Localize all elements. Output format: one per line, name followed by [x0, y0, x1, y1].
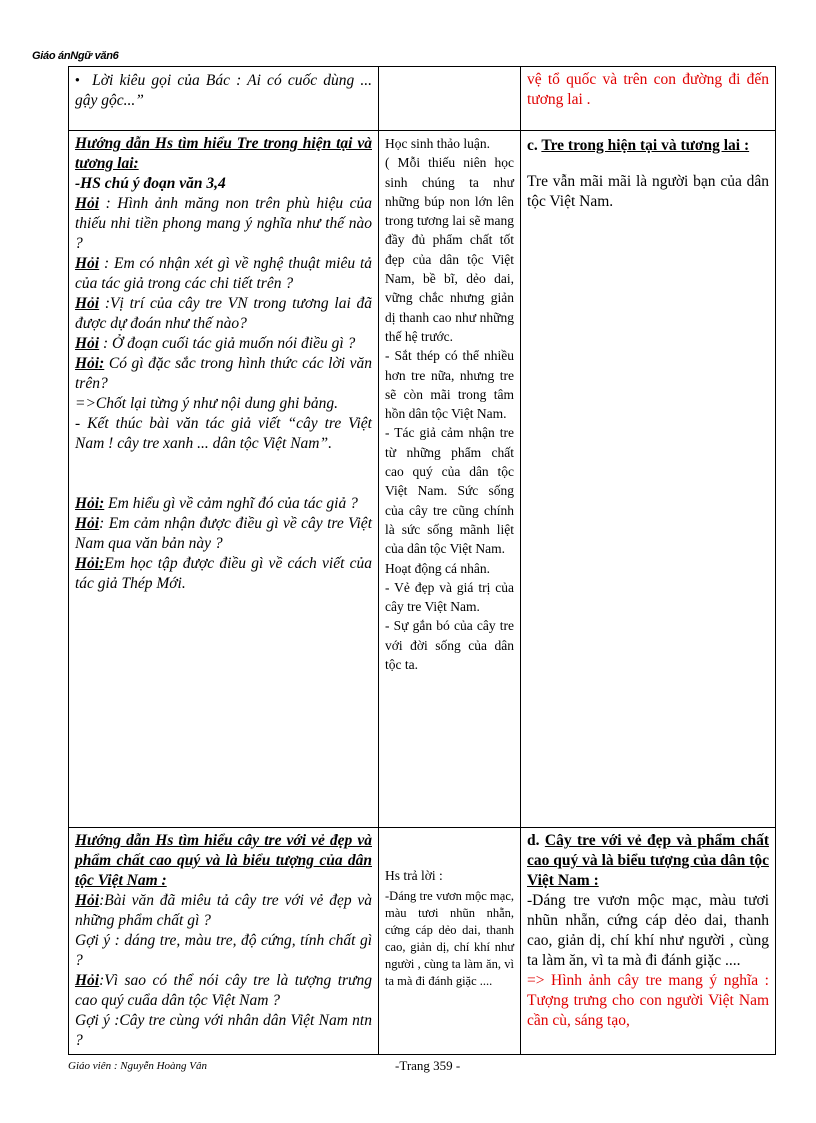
row1-right-cell	[521, 67, 776, 131]
row3-middle-cell	[379, 828, 521, 1055]
note-text: -HS chú ý đoạn văn 3,4	[75, 175, 226, 192]
answer-text: - Sắt thép có thể nhiều hơn tre nữa, nhưng tre sẽ còn mãi trong tâm hồn dân tộc Việt Nam.	[385, 348, 514, 422]
question: Hỏi :Vị trí của cây tre VN trong tương lai đã được dự đoán như thế nào?	[75, 295, 372, 332]
footer-teacher: Giáo viên : Nguyễn Hoàng Vân	[68, 1060, 207, 1072]
conclusion-text: - Kết thúc bài văn tác giả viết “cây tre Việt Nam ! cây tre xanh ... dân tộc Việt Nam”.	[75, 415, 372, 452]
hint-text: Gợi ý : dáng tre, màu tre, độ cứng, tính chất gì ?	[75, 932, 372, 969]
lesson-table	[68, 66, 776, 1055]
content-text: Tre vẫn mãi mãi là người bạn của dân tộc Việt Nam.	[527, 173, 769, 210]
content-text: -Dáng tre vươn mộc mạc, màu tươi nhũn nhẵn, cứng cáp dẻo dai, thanh cao, giản dị, chí khí như người , cùng ta làm ăn, vì ta mà đi đánh giặc ....	[527, 892, 769, 969]
row3-left-cell	[69, 828, 379, 1055]
page-number: -Trang 359 -	[395, 1058, 461, 1073]
answer-text: ( Mỗi thiếu niên học sinh chúng ta như những búp non lớn lên trong tương lai sẽ mang đầy đủ phẩm chất tốt đẹp của dân tộc Việt Nam, bề bĩ, dẻo dai, vững chắc nhưng giản dị thanh cao như những thế hệ trước.	[385, 155, 514, 344]
answer-head: Hs trả lời :	[385, 868, 443, 883]
answer-text: Hoạt động cá nhân.	[385, 560, 490, 576]
question: Hỏi : Ở đoạn cuối tác giả muốn nói điều gì ?	[75, 335, 356, 352]
section-title: Hướng dẫn Hs tìm hiểu Tre trong hiện tại và tương lai:	[75, 135, 372, 172]
conclusion-text: => Hình ảnh cây tre mang ý nghĩa : Tượng trưng cho con người Việt Nam cần cù, sáng tạo,	[527, 972, 769, 1029]
hint-text: Gợi ý :Cây tre cùng với nhân dân Việt Nam ntn ?	[75, 1012, 372, 1049]
section-title: Hướng dẫn Hs tìm hiểu cây tre với vẻ đẹp và phẩm chất cao quý và là biểu tượng của dân tộc Việt Nam :	[75, 832, 372, 889]
question: Hỏi : Em có nhận xét gì về nghệ thuật miêu tả của tác giả trong các chi tiết trên ?	[75, 255, 372, 292]
page-header: Giáo ánNgữ văn6	[32, 50, 119, 62]
question: Hỏi:Vì sao có thể nói cây tre là tượng trưng cao quý cuẩa dân tộc Việt Nam ?	[75, 972, 372, 1009]
table-row	[69, 131, 776, 828]
row1-bullet-text: ● Lời kiêu gọi của Bác : Ai có cuốc dùng ... gậy gộc...”	[75, 70, 372, 111]
row2-left-cell	[69, 131, 379, 828]
table-row	[69, 828, 776, 1055]
answer-text: Học sinh thảo luận.	[385, 136, 490, 151]
section-heading: c. Tre trong hiện tại và tương lai :	[527, 137, 750, 154]
answer-text: -Dáng tre vươn mộc mạc, màu tươi nhũn nhẵn, cứng cáp dẻo dai, thanh cao, giản dị, chí khí như người , cùng ta làm ăn, vì ta mà đi đánh giặc ....	[385, 889, 514, 988]
question: Hỏi:Bài văn đã miêu tả cây tre với vẻ đẹp và những phẩm chất gì ?	[75, 892, 372, 929]
row3-right-cell	[521, 828, 776, 1055]
question: Hỏi:Em học tập được điều gì về cách viết của tác giả Thép Mới.	[75, 555, 372, 592]
summary-text: =>Chốt lại từng ý như nội dung ghi bảng.	[75, 395, 339, 412]
table-row	[69, 67, 776, 131]
row1-left-cell	[69, 67, 379, 131]
row1-middle-cell	[379, 67, 521, 131]
section-heading: d. Cây tre với vẻ đẹp và phẩm chất cao quý và là biểu tượng của dân tộc Việt Nam :	[527, 832, 769, 889]
question: Hỏi: Có gì đặc sắc trong hình thức các lời văn trên?	[75, 355, 372, 392]
row2-right-cell	[521, 131, 776, 828]
question: Hỏi : Hình ảnh măng non trên phù hiệu của thiếu nhi tiền phong mang ý nghĩa như thế nào ?	[75, 195, 372, 252]
answer-text: - Sự gắn bó của cây tre với đời sống của dân tộc ta.	[385, 618, 514, 673]
question: Hỏi: Em cảm nhận được điều gì về cây tre Việt Nam qua văn bản này ?	[75, 515, 372, 552]
answer-text: - Vẻ đẹp và giá trị của cây tre Việt Nam.	[385, 579, 514, 615]
answer-text: - Tác giả cảm nhận tre từ những phẩm chất cao quý của dân tộc Việt Nam. Sức sống của cây tre cũng chính là sức sống mãnh liệt của dân tộc Việt Nam.	[385, 425, 514, 557]
row2-middle-cell	[379, 131, 521, 828]
row1-right-text: vệ tổ quốc và trên con đường đi đến tương lai .	[527, 71, 769, 108]
question: Hỏi: Em hiểu gì về cảm nghĩ đó của tác giả ?	[75, 495, 358, 512]
